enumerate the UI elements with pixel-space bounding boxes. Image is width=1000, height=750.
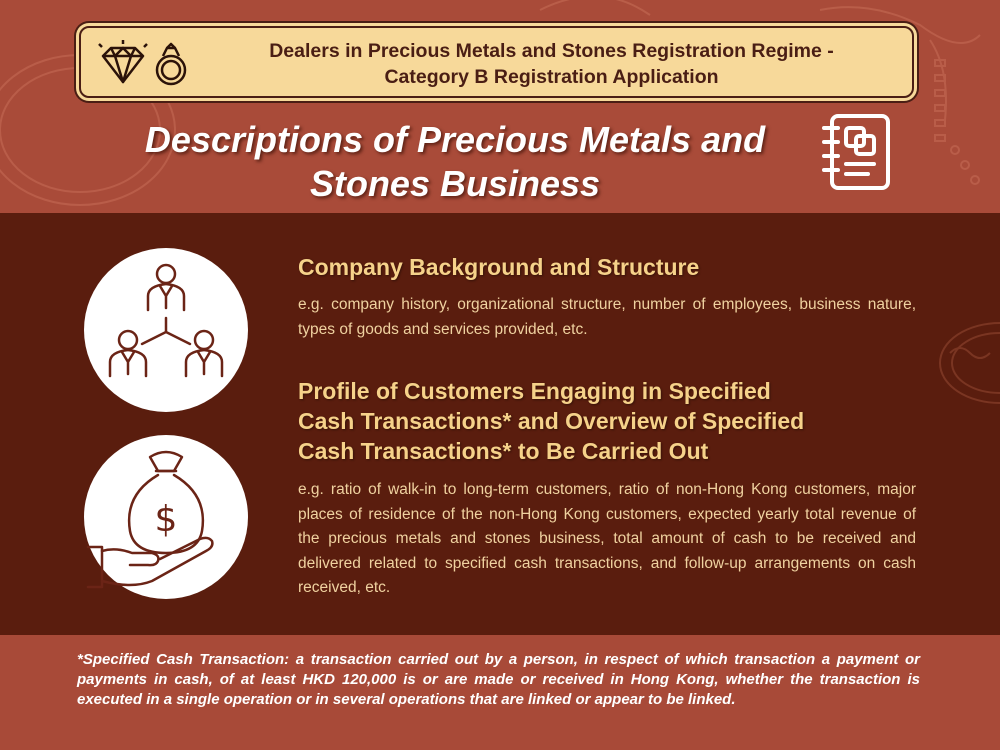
section-title-line1: Profile of Customers Engaging in Specified [298,378,771,404]
bracelet-decoration-icon [930,303,1000,443]
svg-text:$: $ [154,499,178,540]
content-section [0,213,1000,635]
section-title-company-background: Company Background and Structure [298,254,700,280]
org-chart-icon [84,248,248,412]
section-title-customer-profile [298,376,938,466]
section-title-line3: Cash Transactions* to Be Carried Out [298,438,709,464]
page-title-line1: Descriptions of Precious Metals and [144,119,766,160]
notebook-icon [820,112,896,192]
banner-title-line2: Category B Registration Application [384,66,719,88]
header-section [0,0,1000,213]
banner-title-line1: Dealers in Precious Metals and Stones Registration Regime - [269,40,834,62]
footnote-text: *Specified Cash Transaction: a transaction carried out by a person, in respect of which transaction a payment or payments in cash, of at least HKD 120,000 is or are made or received in Hong Kong, whether the transaction is executed in a single operation or in several operations that are linked or appear to be linked. [77,651,920,708]
page-title [95,118,815,206]
money-bag-circle [84,435,248,599]
section-text-company-background: e.g. company history, organizational structure, number of employees, business nature, types of goods and services provided, etc. [298,296,916,338]
title-banner [79,26,914,98]
section-text-customer-profile: e.g. ratio of walk-in to long-term customers, ratio of non-Hong Kong customers, major places of residence of the non-Hong Kong customers, expected yearly total revenue of the precious metals and stones business, total amount of cash to be received and delivered related to specified cash transactions, and follow-up arrangements on cash received, etc. [298,481,916,596]
banner-title [199,38,904,90]
diamond-ring-icon [95,40,195,88]
money-bag-hand-icon [84,435,248,599]
page-title-line2: Stones Business [309,163,601,204]
footnote-section [0,635,1000,750]
section-title-line2: Cash Transactions* and Overview of Specified [298,408,805,434]
org-chart-circle [84,248,248,412]
